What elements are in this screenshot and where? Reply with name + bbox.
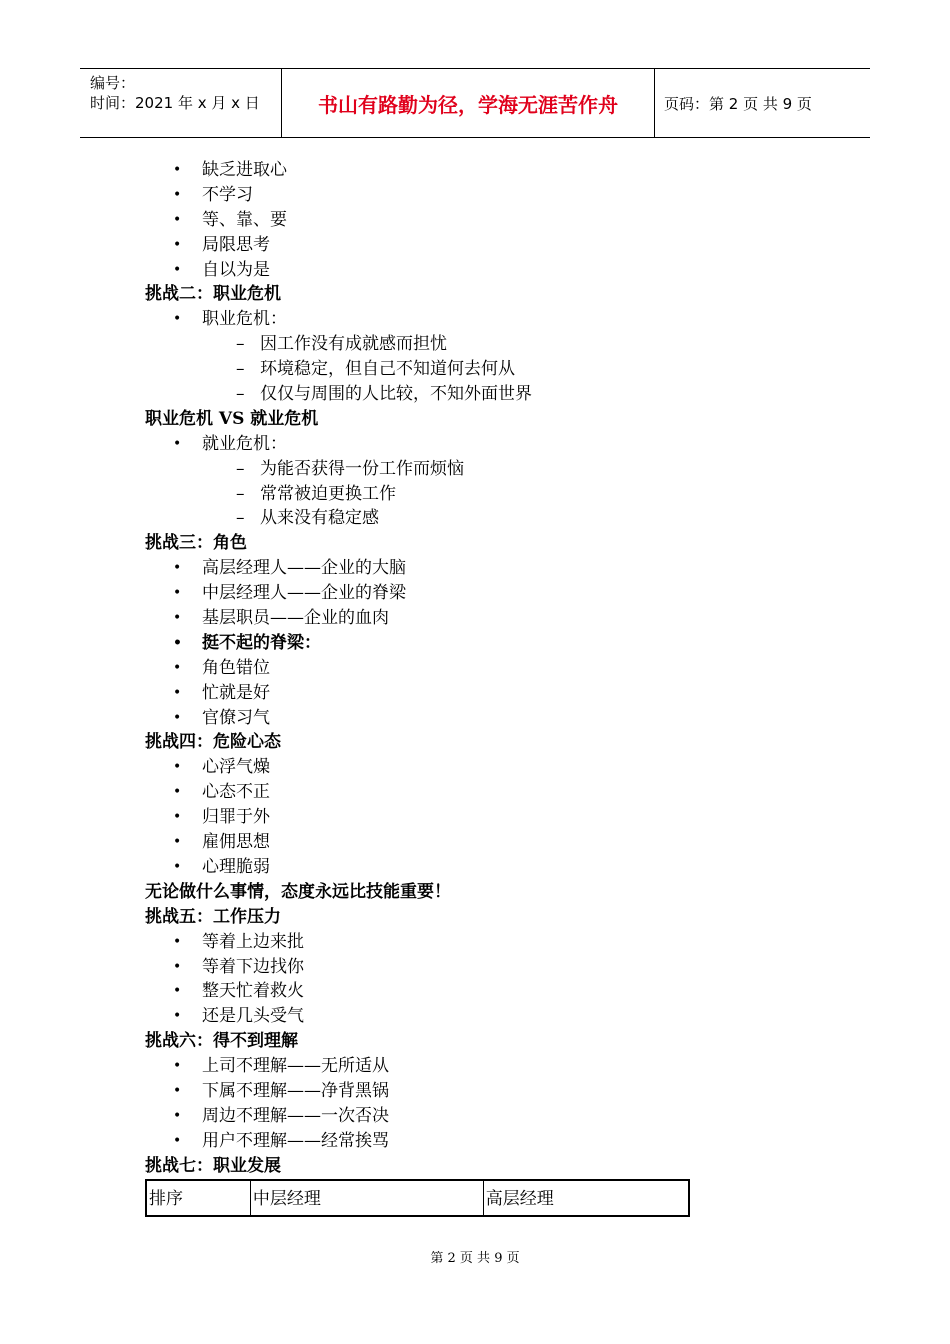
sub-list-item	[0, 482, 950, 507]
list-item	[0, 855, 950, 880]
list-item	[0, 307, 950, 332]
bullet-marker: •	[173, 1058, 182, 1075]
list-item	[0, 1104, 950, 1129]
list-item	[0, 656, 950, 681]
bullet-marker: •	[173, 1082, 182, 1099]
bullet-marker: •	[173, 610, 182, 627]
serial-label: 编号：	[90, 74, 136, 92]
dash-marker: –	[236, 359, 245, 380]
table-header-cell: 中层经理	[250, 1180, 483, 1216]
list-item-text: 自以为是	[202, 259, 270, 280]
sub-list-item-text: 常常被迫更换工作	[260, 483, 396, 504]
career-development-table	[145, 1179, 690, 1217]
list-item	[0, 1054, 950, 1079]
list-item	[0, 556, 950, 581]
list-item-text: 心态不正	[202, 782, 270, 803]
header-divider	[654, 69, 655, 137]
list-item-text: 等着下边找你	[202, 956, 304, 977]
bullet-marker: •	[173, 958, 182, 975]
list-item-text: 基层职员——企业的血肉	[202, 608, 389, 629]
list-item	[0, 979, 950, 1004]
list-item	[0, 581, 950, 606]
bullet-marker: •	[173, 858, 182, 875]
list-item	[0, 780, 950, 805]
section-heading: 挑战四：危险心态	[145, 732, 281, 753]
bullet-marker: •	[173, 186, 182, 203]
list-item-text: 用户不理解——经常挨骂	[202, 1130, 389, 1151]
list-item-text: 上司不理解——无所适从	[202, 1056, 389, 1077]
bullet-marker: •	[173, 709, 182, 726]
table-header-cell: 高层经理	[483, 1180, 689, 1216]
sub-list-item	[0, 382, 950, 407]
bullet-marker: •	[173, 983, 182, 1000]
section-heading: 挑战七：职业发展	[145, 1155, 281, 1176]
sub-list-item-text: 因工作没有成就感而担忧	[260, 334, 447, 355]
dash-marker: –	[236, 384, 245, 405]
sub-list-item	[0, 357, 950, 382]
dash-marker: –	[236, 334, 245, 355]
bullet-marker: •	[173, 261, 182, 278]
list-item	[0, 755, 950, 780]
bullet-marker: •	[173, 809, 182, 826]
bullet-marker: •	[173, 684, 182, 701]
section-heading: 挑战二：职业危机	[145, 284, 281, 305]
list-item-text: 还是几头受气	[202, 1006, 304, 1027]
section-heading: 职业危机 VS 就业危机	[145, 408, 319, 429]
list-item	[0, 233, 950, 258]
section-heading: 无论做什么事情，态度永远比技能重要！	[145, 881, 451, 902]
list-item	[0, 706, 950, 731]
list-item-text: 整天忙着救火	[202, 981, 304, 1002]
list-item-text: 周边不理解——一次否决	[202, 1105, 389, 1126]
list-item-text: 角色错位	[202, 657, 270, 678]
bullet-marker: •	[173, 560, 182, 577]
time-label: 时间：2021 年 x 月 x 日	[90, 94, 260, 112]
list-item	[0, 432, 950, 457]
list-item	[0, 158, 950, 183]
header-motto: 书山有路勤为径，学海无涯苦作舟	[318, 92, 618, 117]
bullet-marker: •	[173, 585, 182, 602]
bullet-marker: •	[173, 236, 182, 253]
list-item-text: 挺不起的脊梁：	[202, 632, 321, 653]
list-item-text: 中层经理人——企业的脊梁	[202, 583, 406, 604]
sub-list-item	[0, 332, 950, 357]
bullet-marker: •	[173, 435, 182, 452]
list-item-text: 等、靠、要	[202, 209, 287, 230]
section-heading: 挑战五：工作压力	[145, 906, 281, 927]
bullet-marker: •	[173, 634, 182, 651]
list-item-text: 归罪于外	[202, 807, 270, 828]
header-meta	[90, 73, 260, 113]
list-item	[0, 1129, 950, 1154]
list-item-text: 忙就是好	[202, 682, 270, 703]
list-item-text: 就业危机：	[202, 433, 287, 454]
sub-list-item-text: 为能否获得一份工作而烦恼	[260, 458, 464, 479]
bullet-marker: •	[173, 759, 182, 776]
sub-list-item-text: 环境稳定，但自己不知道何去何从	[260, 359, 515, 380]
document-body	[0, 158, 950, 1179]
list-item-text: 心浮气燥	[202, 757, 270, 778]
list-item-text: 下属不理解——净背黑锅	[202, 1080, 389, 1101]
list-item	[0, 258, 950, 283]
bullet-marker: •	[173, 933, 182, 950]
bullet-marker: •	[173, 311, 182, 328]
list-item	[0, 805, 950, 830]
section-heading: 挑战六：得不到理解	[145, 1031, 298, 1052]
page-footer: 第 2 页 共 9 页	[430, 1251, 520, 1266]
bullet-marker: •	[173, 1008, 182, 1025]
list-item-text: 不学习	[202, 184, 253, 205]
list-item	[0, 681, 950, 706]
list-item-text: 等着上边来批	[202, 931, 304, 952]
sub-list-item	[0, 506, 950, 531]
bullet-marker: •	[173, 211, 182, 228]
sub-list-item-text: 仅仅与周围的人比较，不知外面世界	[260, 384, 532, 405]
bullet-marker: •	[173, 834, 182, 851]
list-item-text: 心理脆弱	[202, 856, 270, 877]
dash-marker: –	[236, 483, 245, 504]
list-item	[0, 631, 950, 656]
list-item-text: 官僚习气	[202, 707, 270, 728]
bullet-marker: •	[173, 659, 182, 676]
sub-list-item-text: 从来没有稳定感	[260, 508, 379, 529]
list-item-text: 局限思考	[202, 234, 270, 255]
list-item-text: 雇佣思想	[202, 832, 270, 853]
bullet-marker: •	[173, 784, 182, 801]
sub-list-item	[0, 457, 950, 482]
bullet-marker: •	[173, 1132, 182, 1149]
list-item	[0, 606, 950, 631]
list-item	[0, 930, 950, 955]
bullet-marker: •	[173, 162, 182, 178]
list-item-text: 缺乏进取心	[202, 160, 287, 180]
list-item	[0, 955, 950, 980]
list-item	[0, 1079, 950, 1104]
bullet-marker: •	[173, 1107, 182, 1124]
dash-marker: –	[236, 508, 245, 529]
list-item-text: 职业危机：	[202, 309, 287, 330]
table-header-cell: 排序	[146, 1180, 250, 1216]
list-item	[0, 1004, 950, 1029]
page-number-label: 页码：第 2 页 共 9 页	[664, 95, 812, 113]
list-item	[0, 208, 950, 233]
section-heading: 挑战三：角色	[145, 533, 247, 554]
table-header-row	[146, 1180, 689, 1216]
dash-marker: –	[236, 458, 245, 479]
list-item-text: 高层经理人——企业的大脑	[202, 558, 406, 579]
list-item	[0, 183, 950, 208]
page-header	[80, 68, 870, 138]
list-item	[0, 830, 950, 855]
